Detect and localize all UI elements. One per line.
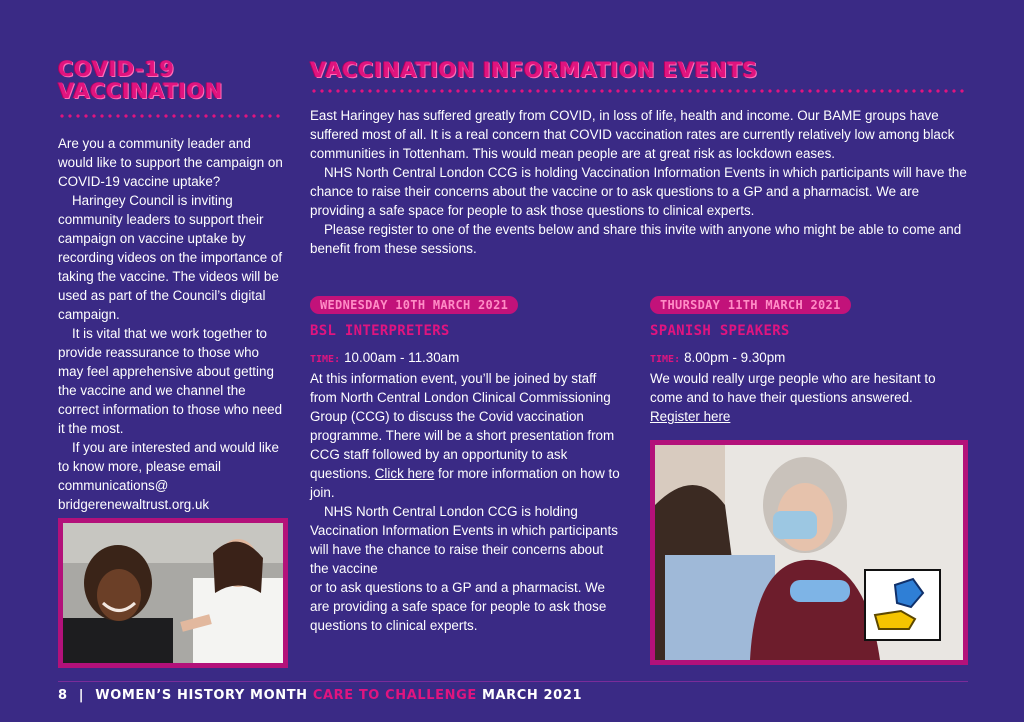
- footer-date: MARCH 2021: [481, 688, 583, 703]
- left-heading: [58, 58, 223, 102]
- main-heading: VACCINATION INFORMATION EVENTS: [310, 58, 758, 82]
- left-heading-line1: COVID-19: [58, 57, 175, 81]
- event2-time-row: [650, 348, 968, 369]
- footer-separator: |: [78, 688, 85, 703]
- event1-paragraph: or to ask questions to a GP and a pharmacist. We are providing a safe space for people to ask those questions to clinical experts.: [310, 580, 607, 633]
- footer-theme: CARE TO CHALLENGE: [312, 688, 477, 703]
- main-intro: [310, 106, 970, 258]
- intro-paragraph: Please register to one of the events below and share this invite with anyone who might be able to come and benefit from these sessions.: [310, 222, 962, 256]
- footer-divider: [58, 681, 968, 682]
- event2-link-row: [650, 407, 968, 426]
- vaccination-photo-illustration: [63, 523, 283, 663]
- register-here-link[interactable]: Register here: [650, 409, 731, 424]
- left-paragraph: It is vital that we work together to provide reassurance to those who may feel apprehensive about getting the vaccine and we channel the correct information to those who need it the most.: [58, 326, 283, 436]
- page-footer: [58, 688, 582, 703]
- left-body: [58, 134, 286, 514]
- event1-description: [310, 369, 620, 502]
- left-heading-line2: VACCINATION: [58, 79, 223, 103]
- event2-time: 8.00pm - 9.30pm: [684, 350, 786, 365]
- event1-text-end: for more information on how to join.: [310, 466, 620, 500]
- event2-description: We would really urge people who are hesitant to come and to have their questions answered.: [650, 371, 936, 405]
- event1-click-here-link[interactable]: Click here: [374, 466, 435, 481]
- event1-time-row: [310, 348, 620, 369]
- event1-time: 10.00am - 11.30am: [344, 350, 460, 365]
- intro-paragraph: East Haringey has suffered greatly from COVID, in loss of life, health and income. Our BAME groups have suffered most of all. It is a real concern that COVID vaccination rates are currently relatively low among black communities in Tottenham. This would mean people are at great risk as lockdown eases.: [310, 108, 955, 161]
- left-paragraph: Haringey Council is inviting community leaders to support their campaign on vaccine uptake by recording videos on the importance of taking the vaccine. The videos will be used as part of the Council’s digital campaign.: [58, 193, 283, 322]
- left-dotted-divider: [58, 114, 284, 118]
- event2-time-label: TIME:: [650, 354, 681, 365]
- event1-title: BSL INTERPRETERS: [310, 323, 450, 339]
- event1-body: [310, 348, 620, 635]
- footer-title: WOMEN’S HISTORY MONTH: [95, 688, 308, 703]
- vaccination-photo-right: [650, 440, 968, 665]
- event2-title: SPANISH SPEAKERS: [650, 323, 790, 339]
- vaccination-photo-left: [58, 518, 288, 668]
- main-dotted-divider: [310, 89, 968, 93]
- event2-date-badge: THURSDAY 11TH MARCH 2021: [650, 296, 851, 314]
- event2-body: [650, 348, 968, 426]
- page-number: 8: [58, 688, 68, 703]
- event1-text: At this information event, you’ll be joined by staff from North Central London Clinical Commissioning Group (CCG) to discuss the Covid vaccination programme. There will be a short presentation from CCG staff followed by an opportunity to ask questions.: [310, 371, 615, 481]
- left-paragraph: Are you a community leader and would like to support the campaign on COVID-19 vaccine uptake?: [58, 136, 283, 189]
- event1-time-label: TIME:: [310, 354, 341, 365]
- event1-paragraph: NHS North Central London CCG is holding Vaccination Information Events in which participants will have the chance to raise their concerns about the vaccine: [310, 504, 618, 576]
- vaccination-photo-illustration: [655, 445, 963, 660]
- left-paragraph: If you are interested and would like to know more, please email communications@ bridgerenewaltrust.org.uk: [58, 440, 279, 512]
- intro-paragraph: NHS North Central London CCG is holding Vaccination Information Events in which participants will have the chance to raise their concerns about the vaccine or to ask questions to a GP and a pharmacist. We are providing a safe space for people to ask those questions to clinical experts.: [310, 165, 967, 218]
- event1-date-badge: WEDNESDAY 10TH MARCH 2021: [310, 296, 518, 314]
